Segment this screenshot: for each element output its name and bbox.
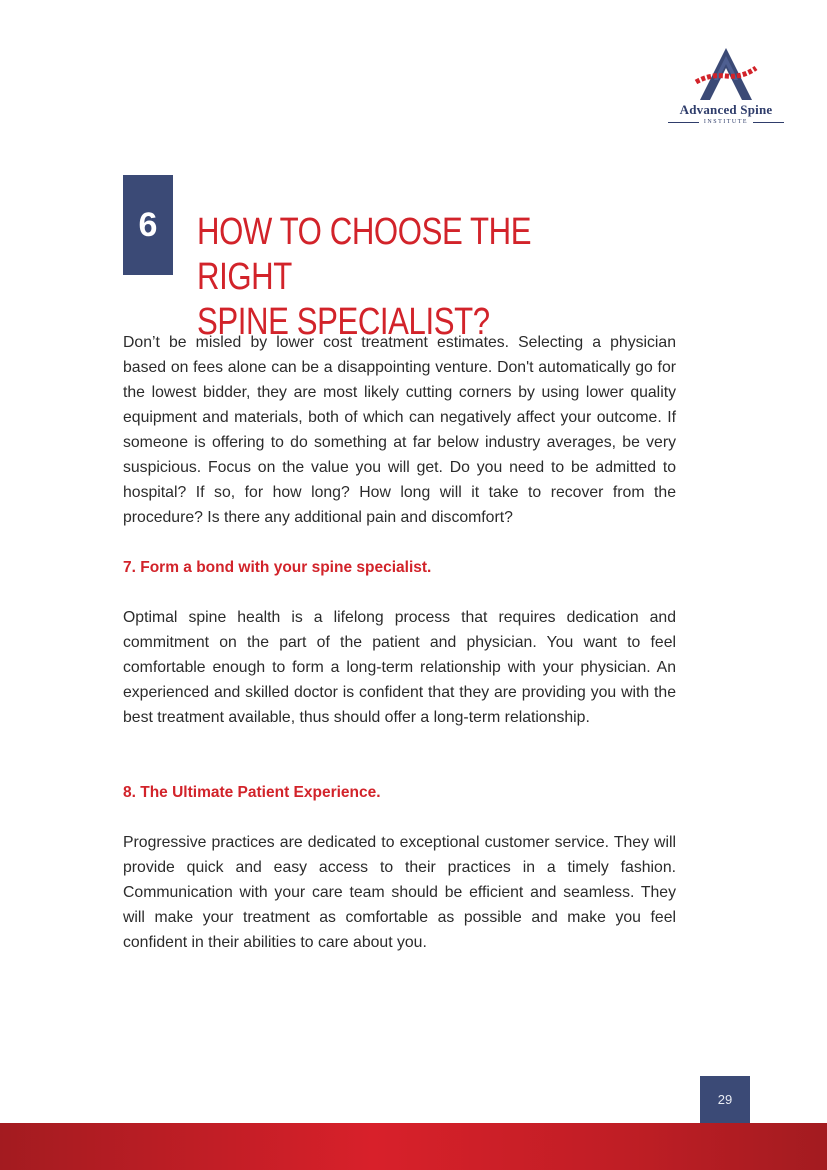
logo [664, 46, 788, 130]
page-number: 29 [700, 1076, 750, 1123]
chapter-title [197, 210, 607, 345]
chapter-title-line1: HOW TO CHOOSE THE RIGHT [197, 211, 532, 298]
logo-subtitle [668, 119, 784, 125]
section-heading-8: 8. The Ultimate Patient Experience. [123, 784, 381, 801]
spine-logo-icon [694, 46, 758, 102]
section-heading-7: 7. Form a bond with your spine specialist. [123, 559, 432, 576]
footer-bar [0, 1123, 827, 1170]
logo-subtitle-text: INSTITUTE [703, 119, 749, 125]
chapter-title-line2: SPINE SPECIALIST? [197, 301, 490, 343]
chapter-number-badge: 6 [123, 175, 173, 275]
section-body-8: Progressive practices are dedicated to exceptional customer service. They will provide quick and easy access to their practices in a timely fashion. Communication with your care team should be efficient and seamless. They will make your treatment as comfortable as possible and make you feel confident in their abilities to care about you. [123, 834, 676, 951]
intro-paragraph: Don’t be misled by lower cost treatment estimates. Selecting a physician based on fees alone can be a disappointing venture. Don't automatically go for the lowest bidder, they are most likely cutting corners by using lower quality equipment and materials, both of which can negatively affect your outcome. If someone is offering to do something at far below industry averages, be very suspicious. Focus on the value you will get. Do you need to be admitted to hospital? If so, for how long? How long will it take to recover from the procedure? Is there any additional pain and discomfort? [123, 334, 676, 526]
section-body-7: Optimal spine health is a lifelong process that requires dedication and commitment on the part of the patient and physician. You want to feel comfortable enough to form a long-term relationship with your physician. An experienced and skilled doctor is confident that they are providing you with the best treatment available, thus should offer a long-term relationship. [123, 609, 676, 726]
logo-name: Advanced Spine [679, 102, 773, 117]
